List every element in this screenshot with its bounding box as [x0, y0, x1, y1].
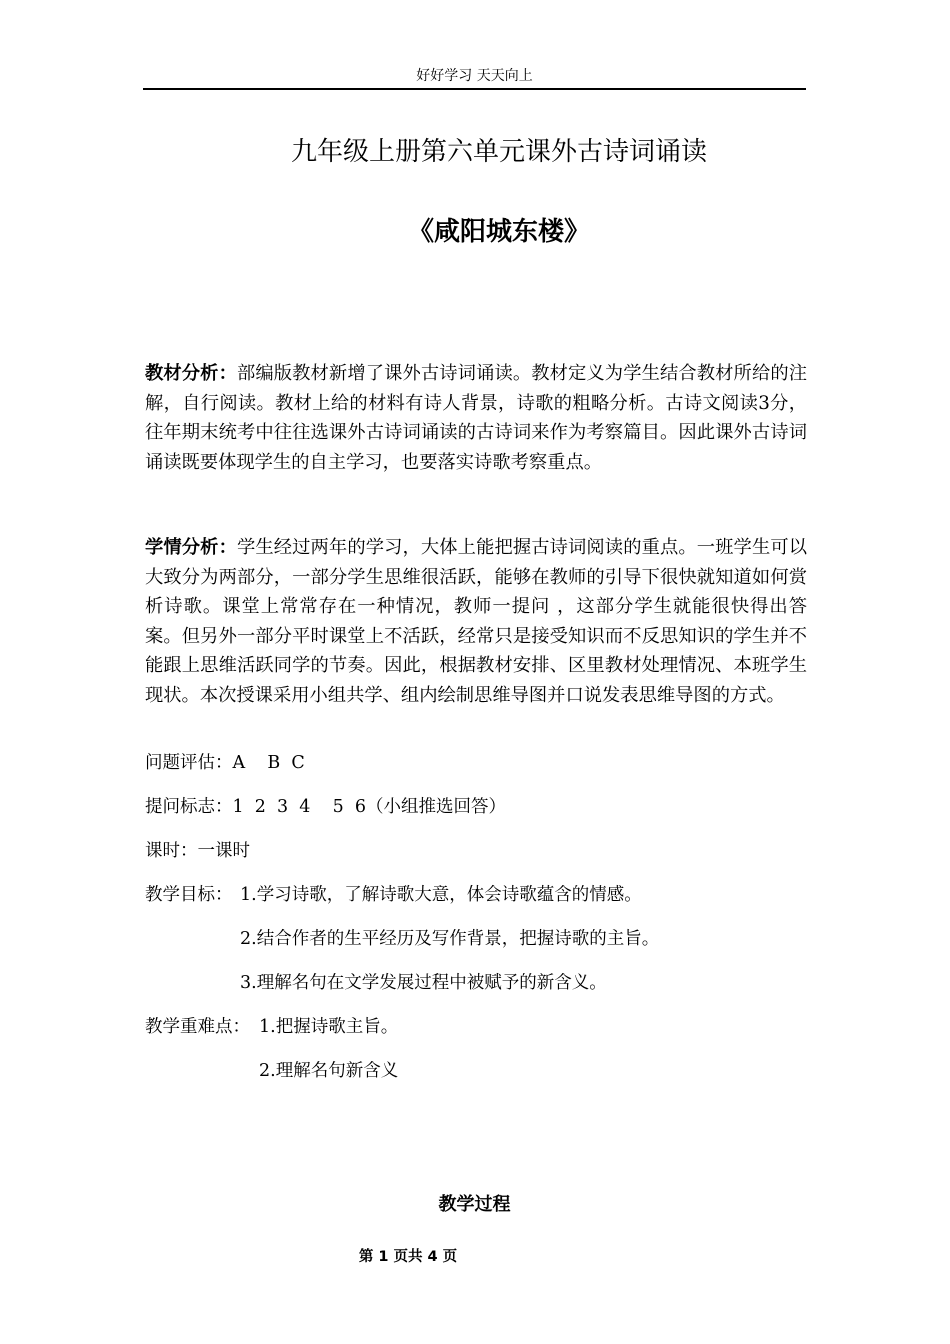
student-analysis-paragraph: [145, 533, 807, 710]
textbook-analysis-text: 部编版教材新增了课外古诗词诵读。教材定义为学生结合教材所给的注解，自行阅读。教材上给的材料有诗人背景，诗歌的粗略分析。古诗文阅读3分，往年期末统考中往往选课外古诗词诵读的古诗词来作为考察篇目。因此课外古诗词诵读既要体现学生的自主学习，也要落实诗歌考察重点。: [145, 363, 808, 473]
key-point-item: 2.理解名句新含义: [259, 1061, 399, 1081]
student-analysis-label: 学情分析：: [145, 537, 237, 558]
key-point-item: 1.把握诗歌主旨。: [259, 1017, 399, 1037]
poem-title: 《咸阳城东楼》: [407, 217, 590, 247]
page-footer: 第 1 页共 4 页: [358, 1249, 458, 1265]
document-title: 九年级上册第六单元课外古诗词诵读: [290, 137, 707, 167]
header-divider: [143, 88, 806, 90]
teaching-goals-label: 教学目标：: [145, 885, 233, 905]
student-analysis-text: 学生经过两年的学习，大体上能把握古诗词阅读的重点。一班学生可以大致分为两部分，一部分学生思维很活跃，能够在教师的引导下很快就知道如何赏析诗歌。课堂上常常存在一种情况，教师一提问 ，这部分学生就能很快得出答案。但另外一部分平时课堂上不活跃，经常只是接受知识而不反思知识的学生并不能跟上思维活跃同学的节奏。因此，根据教材安排、区里教材处理情况、本班学生现状。本次授课采用小组共学、组内绘制思维导图并口说发表思维导图的方式。: [145, 537, 808, 706]
textbook-analysis-label: 教材分析：: [145, 363, 237, 384]
key-points-label: 教学重难点：: [145, 1017, 250, 1037]
teaching-process-heading: 教学过程: [438, 1194, 511, 1215]
teaching-goal-item: 2.结合作者的生平经历及写作背景，把握诗歌的主旨。: [240, 929, 660, 949]
teaching-goal-item: 1.学习诗歌，了解诗歌大意，体会诗歌蕴含的情感。: [240, 885, 642, 905]
class-hours: 课时：一课时: [145, 841, 250, 861]
question-evaluation: 问题评估：A B C: [145, 753, 305, 773]
page-header: 好好学习 天天向上: [416, 68, 533, 84]
teaching-goal-item: 3.理解名句在文学发展过程中被赋予的新含义。: [240, 973, 607, 993]
question-marks: 提问标志：1 2 3 4 5 6（小组推选回答）: [145, 797, 507, 817]
textbook-analysis-paragraph: [145, 359, 807, 477]
